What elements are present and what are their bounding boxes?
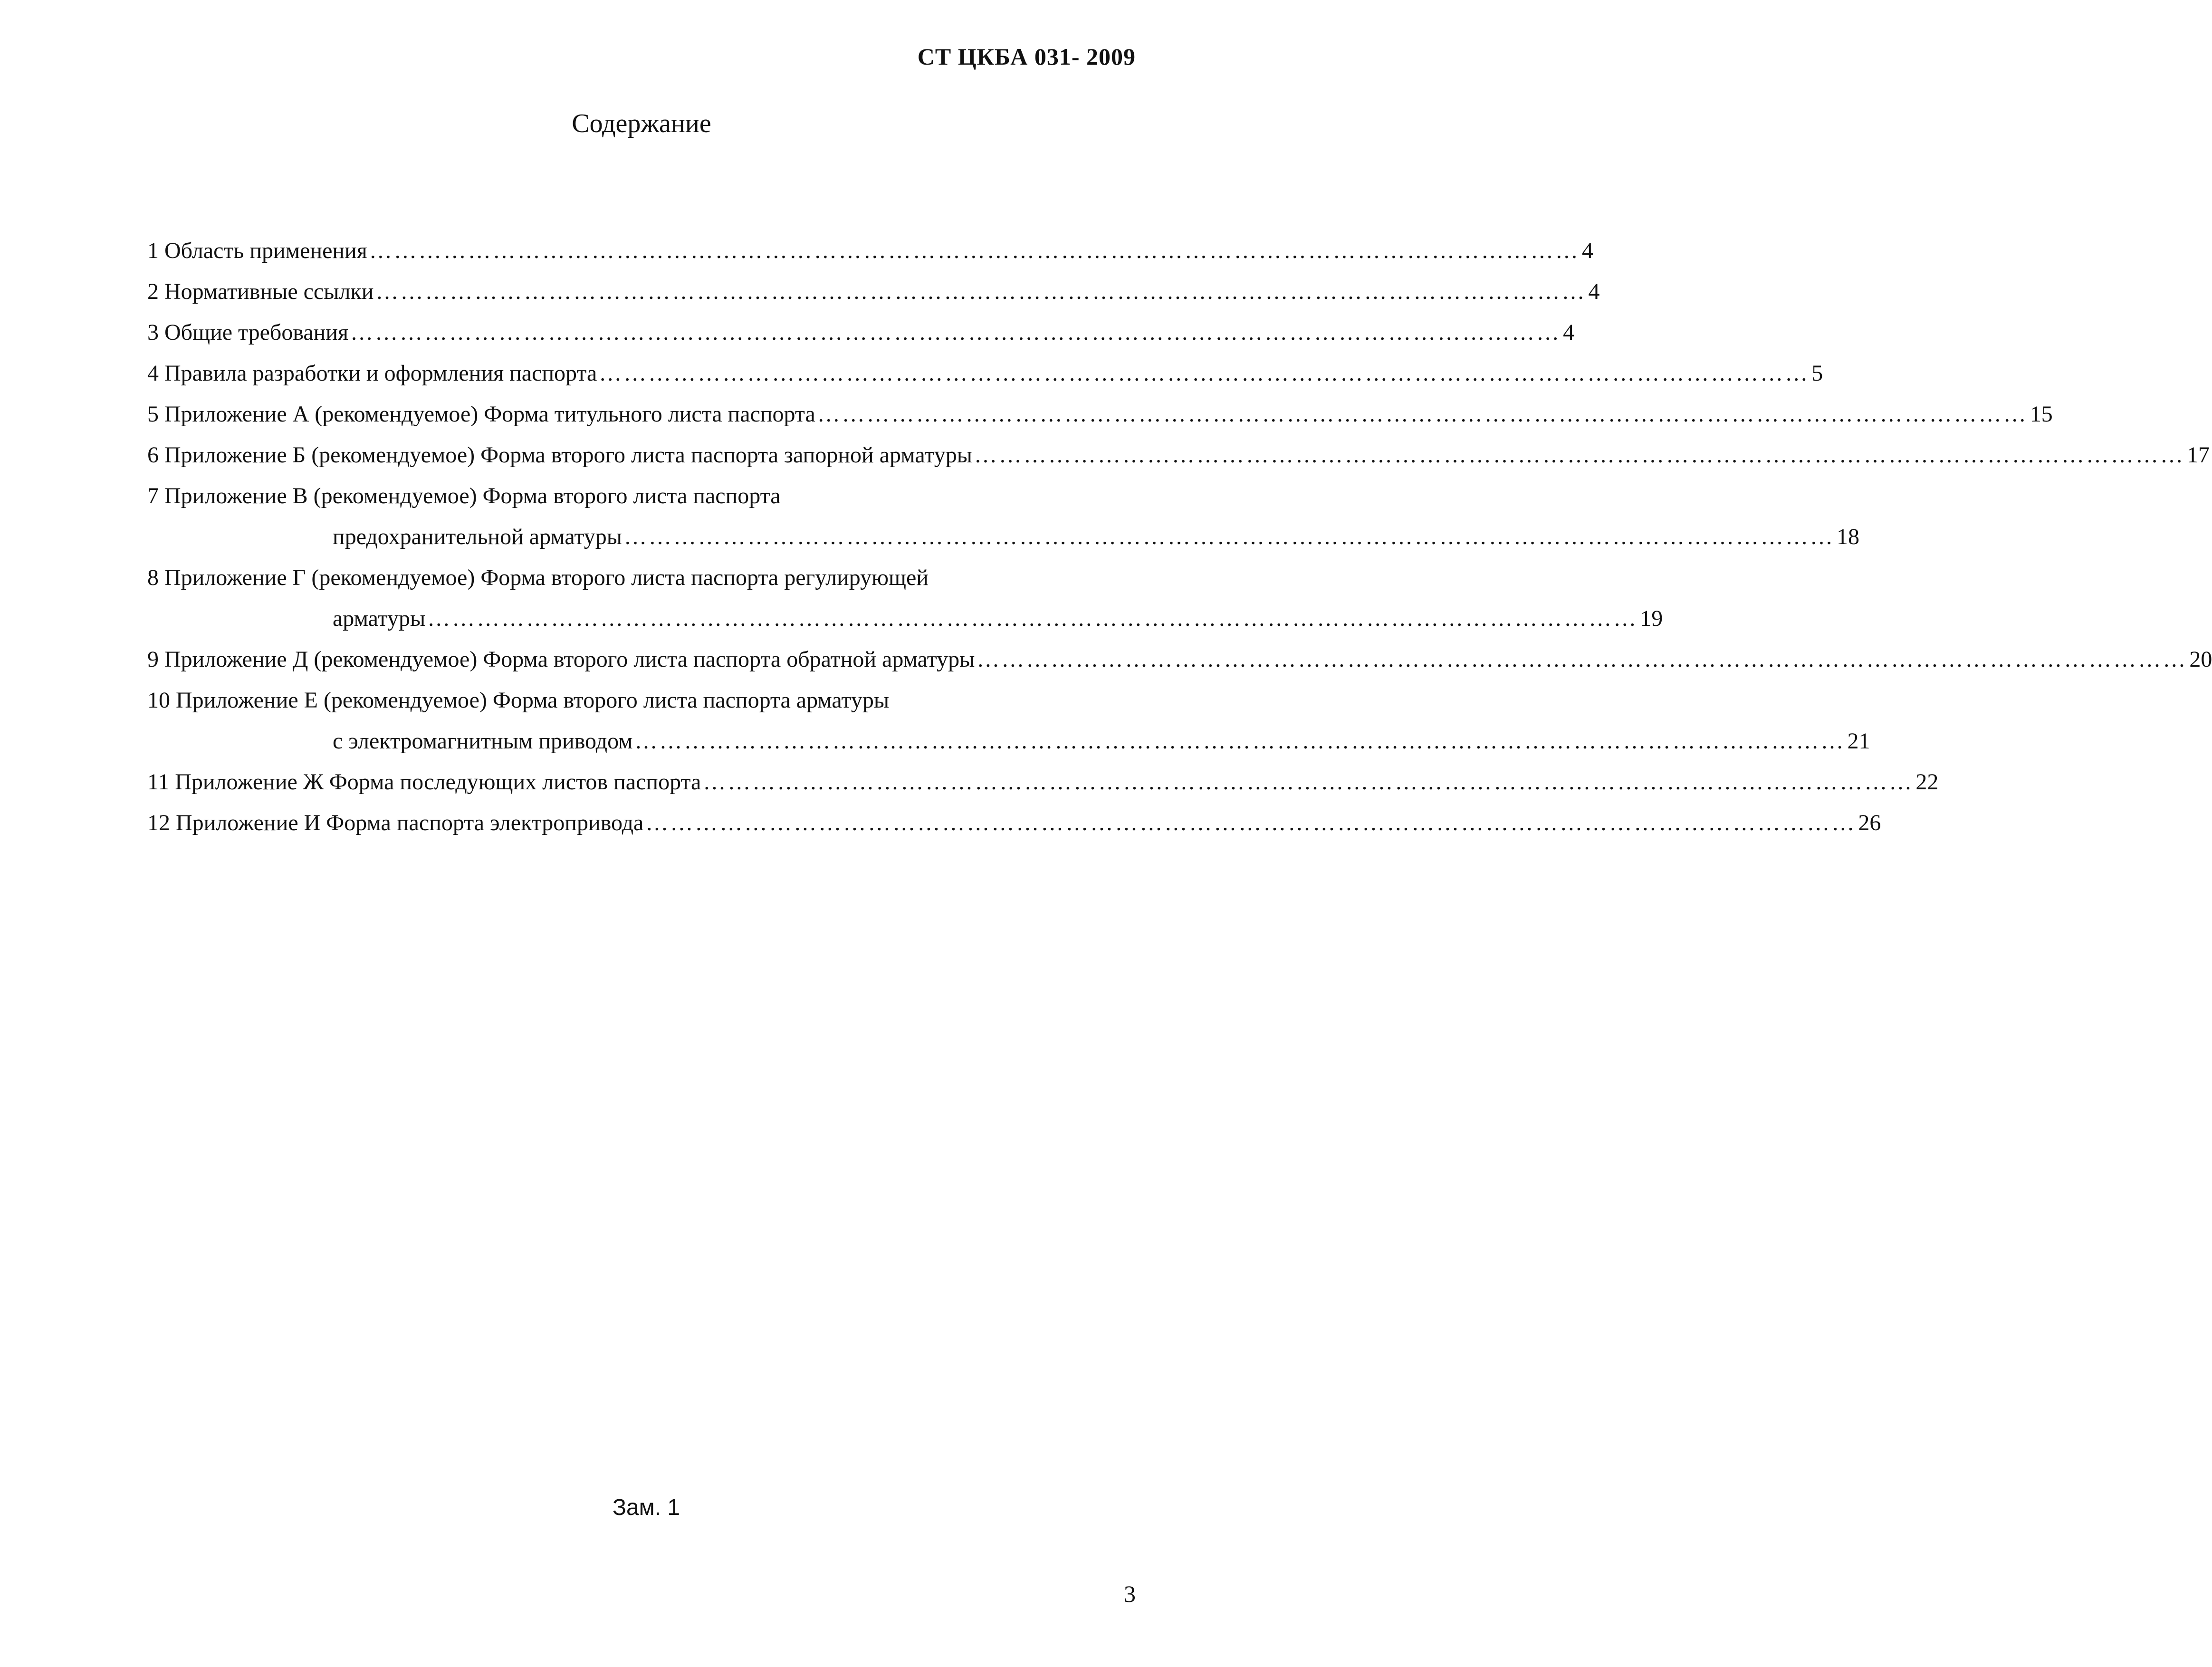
toc-entry-page: 21: [1847, 728, 1870, 754]
toc-leader-dots: …………………………………………………………………………………………………………………………………: [817, 402, 2028, 427]
toc-entry[interactable]: [147, 442, 2210, 483]
toc-entry-label: 11 Приложение Ж Форма последующих листов паспорта: [147, 769, 701, 795]
toc-entry-label: 1 Область применения: [147, 238, 367, 263]
toc-entry-page: 17: [2187, 442, 2210, 468]
toc-entry[interactable]: [147, 278, 1600, 319]
toc-entry-label: 8 Приложение Г (рекомендуемое) Форма второго листа паспорта регулирующей: [147, 565, 929, 590]
toc-entry-page: 20: [2189, 647, 2212, 672]
toc-entry-continuation-label: предохранительной арматуры: [333, 524, 622, 549]
toc-entry-page: 4: [1581, 238, 1593, 263]
toc-entry-heading-line[interactable]: [147, 565, 1079, 605]
toc-leader-dots: …………………………………………………………………………………………………………………………………: [427, 606, 1638, 631]
toc-leader-dots: …………………………………………………………………………………………………………………………………: [599, 361, 1810, 386]
toc-entry[interactable]: [147, 360, 1823, 401]
toc-leader-dots: …………………………………………………………………………………………………………………………………: [624, 524, 1835, 549]
toc-leader-dots: …………………………………………………………………………………………………………………………………: [703, 769, 1914, 795]
toc-entry-label: 10 Приложение Е (рекомендуемое) Форма второго листа паспорта арматуры: [147, 688, 890, 713]
toc-entry-label: 9 Приложение Д (рекомендуемое) Форма второго листа паспорта обратной арматуры: [147, 647, 975, 672]
toc-entry-label: 4 Правила разработки и оформления паспорта: [147, 361, 597, 386]
toc-entry-page: 19: [1640, 606, 1663, 631]
toc-entry-page: 22: [1915, 769, 1939, 795]
toc-entry-continuation-label: с электромагнитным приводом: [333, 728, 633, 754]
toc-leader-dots: …………………………………………………………………………………………………………………………………: [645, 810, 1857, 835]
table-of-contents: [147, 238, 2212, 851]
toc-leader-dots: …………………………………………………………………………………………………………………………………: [375, 279, 1587, 304]
toc-entry[interactable]: [147, 646, 2212, 687]
toc-entry-continuation[interactable]: [147, 728, 1870, 769]
document-code: СТ ЦКБА 031- 2009: [917, 43, 1136, 70]
toc-leader-dots: …………………………………………………………………………………………………………………………………: [977, 647, 2188, 672]
toc-entry[interactable]: [147, 810, 1881, 851]
toc-entry-label: 12 Приложение И Форма паспорта электропривода: [147, 810, 644, 835]
toc-leader-dots: …………………………………………………………………………………………………………………………………: [634, 728, 1846, 754]
toc-entry-continuation[interactable]: [147, 605, 1663, 646]
toc-leader-dots: …………………………………………………………………………………………………………………………………: [974, 442, 2185, 468]
toc-entry-heading-line[interactable]: [147, 687, 1079, 728]
toc-entry[interactable]: [147, 319, 1575, 360]
toc-leader-dots: …………………………………………………………………………………………………………………………………: [369, 238, 1580, 263]
toc-title: Содержание: [572, 109, 711, 138]
toc-entry-page: 4: [1563, 320, 1575, 345]
page-number: 3: [1124, 1581, 1136, 1607]
toc-entry[interactable]: [147, 238, 1593, 278]
toc-entry-label: 6 Приложение Б (рекомендуемое) Форма второго листа паспорта запорной арматуры: [147, 442, 973, 468]
toc-entry-page: 18: [1837, 524, 1860, 549]
amendment-note: Зам. 1: [612, 1495, 680, 1520]
toc-entry[interactable]: [147, 769, 1939, 810]
toc-entry-heading-line[interactable]: [147, 483, 1079, 524]
toc-entry-page: 4: [1588, 279, 1600, 304]
toc-entry-label: 3 Общие требования: [147, 320, 349, 345]
toc-entry-label: 7 Приложение В (рекомендуемое) Форма второго листа паспорта: [147, 483, 781, 508]
toc-entry-page: 15: [2030, 402, 2053, 427]
toc-entry-page: 5: [1811, 361, 1823, 386]
toc-entry-page: 26: [1858, 810, 1881, 835]
toc-entry-continuation[interactable]: [147, 524, 1860, 565]
toc-entry-label: 5 Приложение А (рекомендуемое) Форма титульного листа паспорта: [147, 402, 815, 427]
toc-entry-continuation-label: арматуры: [333, 606, 426, 631]
toc-entry-label: 2 Нормативные ссылки: [147, 279, 374, 304]
toc-leader-dots: …………………………………………………………………………………………………………………………………: [350, 320, 1561, 345]
toc-entry[interactable]: [147, 401, 2053, 442]
